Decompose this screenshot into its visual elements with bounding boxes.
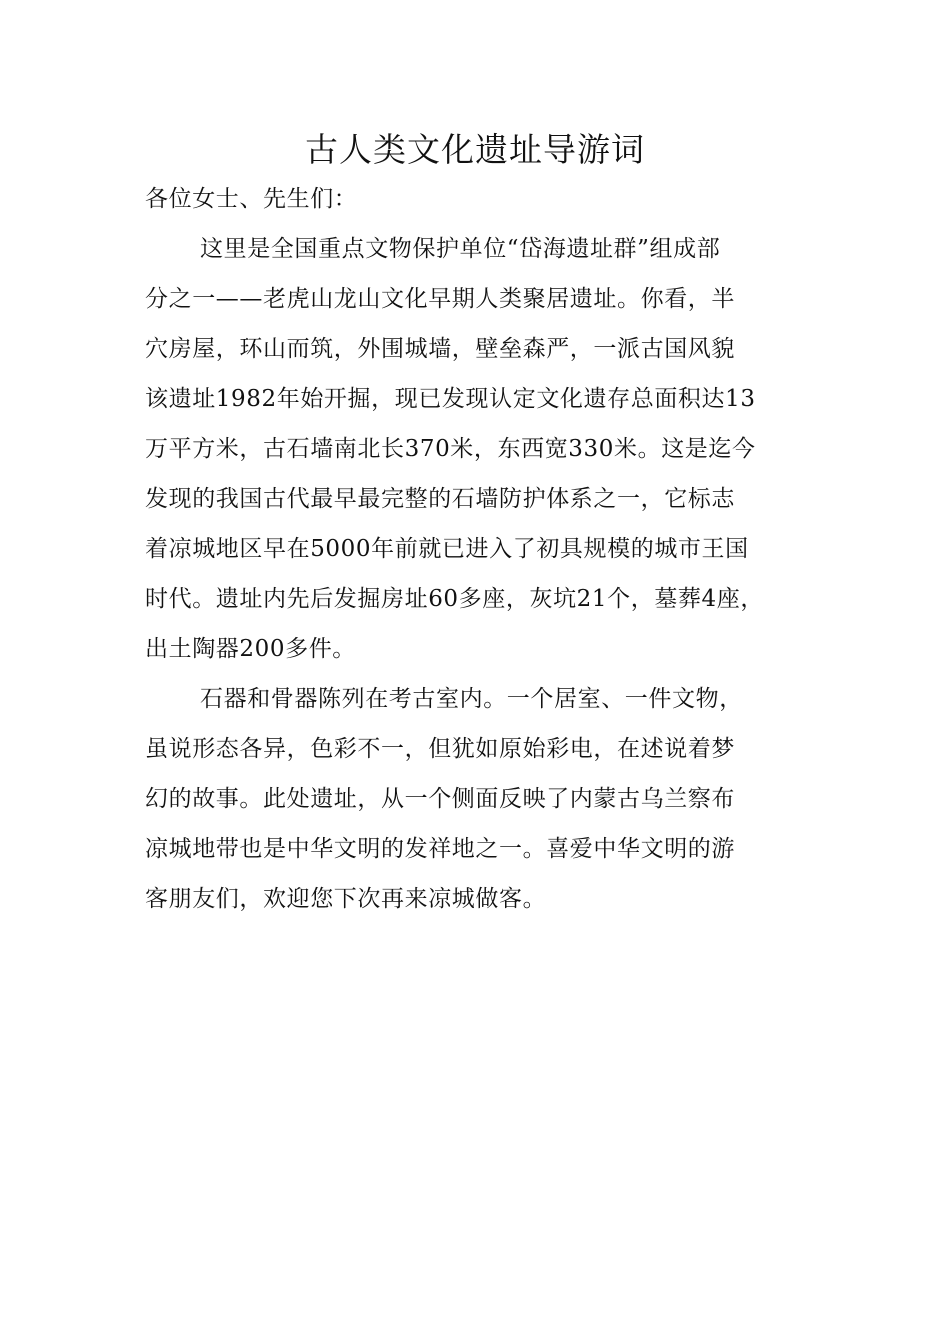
paragraph-line: 凉城地带也是中华文明的发祥地之一。喜爱中华文明的游 <box>145 836 735 862</box>
paragraph-line: 这里是全国重点文物保护单位“岱海遗址群”组成部 <box>200 236 721 262</box>
paragraph-line: 着凉城地区早在5000年前就已进入了初具规模的城市王国 <box>145 536 749 562</box>
paragraph-line: 时代。遗址内先后发掘房址60多座，灰坑21个，墓葬4座， <box>145 586 764 612</box>
paragraph-line: 石器和骨器陈列在考古室内。一个居室、一件文物， <box>200 686 743 712</box>
paragraph-line: 虽说形态各异，色彩不一，但犹如原始彩电，在述说着梦 <box>145 736 735 762</box>
paragraph-line: 分之一——老虎山龙山文化早期人类聚居遗址。你看，半 <box>145 286 735 312</box>
document-title: 古人类文化遗址导游词 <box>305 130 645 169</box>
paragraph-line: 客朋友们，欢迎您下次再来凉城做客。 <box>145 886 547 912</box>
paragraph-line: 出土陶器200多件。 <box>145 636 356 662</box>
greeting-line: 各位女士、先生们： <box>145 186 358 212</box>
paragraph-line: 该遗址1982年始开掘，现已发现认定文化遗存总面积达13 <box>145 386 756 412</box>
paragraph-line: 穴房屋，环山而筑，外围城墙，壁垒森严，一派古国风貌 <box>145 336 735 362</box>
paragraph-line: 发现的我国古代最早最完整的石墙防护体系之一，它标志 <box>145 486 735 512</box>
paragraph-line: 万平方米，古石墙南北长370米，东西宽330米。这是迄今 <box>145 436 756 462</box>
paragraph-line: 幻的故事。此处遗址，从一个侧面反映了内蒙古乌兰察布 <box>145 786 735 812</box>
